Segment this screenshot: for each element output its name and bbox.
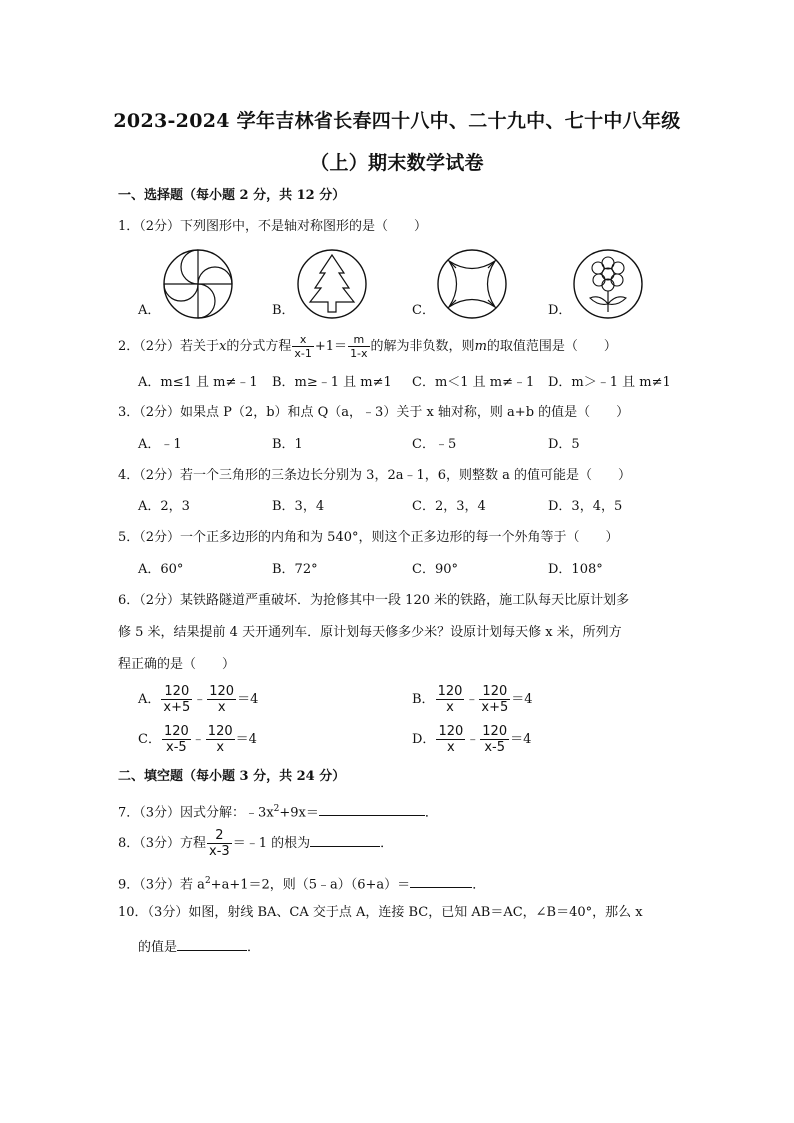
q6-b-minus: ﹣ bbox=[465, 692, 479, 707]
q5-option-c[interactable]: C．90° bbox=[412, 562, 458, 577]
q2-f1-denominator: x-1 bbox=[294, 347, 312, 360]
q5-option-b[interactable]: B．72° bbox=[272, 562, 318, 577]
q2-text-post: 的解为非负数，则 bbox=[370, 339, 475, 354]
q9-text-end: ． bbox=[472, 877, 486, 893]
q6-b-frac2 bbox=[479, 684, 510, 715]
q6-a-tail: ＝4 bbox=[237, 692, 259, 707]
q8-text-post: ＝﹣1 的根为 bbox=[232, 836, 311, 851]
q8-text-end: ． bbox=[380, 836, 394, 851]
q6-d-label: D． bbox=[412, 732, 436, 747]
q2-option-d[interactable]: D．m＞﹣1 且 m≠1 bbox=[548, 375, 671, 390]
q2-f1-numerator: x bbox=[299, 333, 307, 346]
q2-f2-numerator: m bbox=[353, 333, 365, 346]
question-2-stem bbox=[118, 333, 617, 361]
q3-option-b[interactable]: B．1 bbox=[272, 437, 303, 452]
q7-text-post: +9x＝ bbox=[279, 805, 319, 821]
q6-c-frac1-num: 120 bbox=[163, 724, 189, 739]
section-choice-heading: 一、选择题（每小题 2 分，共 12 分） bbox=[118, 188, 346, 203]
q2-f2-denominator: 1-x bbox=[350, 347, 368, 360]
question-6-line2: 修 5 米，结果提前 4 天开通列车．原计划每天修多少米？设原计划每天修 x 米，所列方 bbox=[118, 625, 622, 640]
q6-c-frac2-den: x bbox=[206, 739, 235, 755]
q6-d-frac1 bbox=[436, 724, 465, 755]
q8-fraction-num: 2 bbox=[215, 828, 224, 843]
q5-option-a[interactable]: A．60° bbox=[138, 562, 184, 577]
q8-answer-blank[interactable] bbox=[310, 833, 380, 847]
q2-fraction-1 bbox=[292, 333, 313, 360]
q9-answer-blank[interactable] bbox=[410, 874, 472, 888]
q6-a-minus: ﹣ bbox=[193, 692, 207, 707]
q6-c-frac2-num: 120 bbox=[207, 724, 233, 739]
q6-a-frac2-den: x bbox=[207, 699, 236, 715]
q6-d-frac2-num: 120 bbox=[482, 724, 508, 739]
q8-text-pre: 8．（3分）方程 bbox=[118, 836, 207, 851]
q8-fraction-den: x-3 bbox=[209, 844, 230, 859]
q6-b-frac2-num: 120 bbox=[482, 684, 508, 699]
q6-c-frac2 bbox=[206, 724, 235, 755]
q6-b-tail: ＝4 bbox=[511, 692, 533, 707]
question-1-stem: 1．（2分）下列图形中，不是轴对称图形的是（ ） bbox=[118, 219, 428, 234]
q10-text-end: ． bbox=[247, 940, 261, 955]
q6-d-frac1-num: 120 bbox=[438, 724, 464, 739]
q6-c-frac1-den: x-5 bbox=[162, 739, 191, 755]
q6-b-frac1-den: x bbox=[436, 699, 465, 715]
q9-superscript: 2 bbox=[204, 876, 211, 886]
q7-text-end: ． bbox=[424, 805, 438, 821]
page-title-line1: 2023-2024 学年吉林省长春四十八中、二十九中、七十中八年级 bbox=[113, 110, 681, 132]
q4-option-a[interactable]: A．2，3 bbox=[138, 499, 190, 514]
q6-d-frac1-den: x bbox=[436, 739, 465, 755]
q9-text-post: +a+1＝2，则（5﹣a）（6+a）＝ bbox=[210, 877, 411, 893]
pinwheel-circle-figure bbox=[160, 246, 236, 322]
q1-option-a-label[interactable]: A． bbox=[138, 303, 161, 318]
q7-text-pre: 7．（3分）因式分解：﹣3x bbox=[118, 805, 274, 821]
q10-text-pre: 的值是 bbox=[138, 940, 178, 955]
q6-c-minus: ﹣ bbox=[191, 732, 205, 747]
q8-fraction bbox=[207, 828, 232, 859]
q6-b-frac1-num: 120 bbox=[437, 684, 463, 699]
question-9 bbox=[118, 872, 485, 894]
q6-option-d[interactable] bbox=[412, 724, 531, 755]
question-6-line1: 6．（2分）某铁路隧道严重破坏．为抢修其中一段 120 米的铁路，施工队每天比原计划多 bbox=[118, 593, 630, 608]
question-10-line1: 10．（3分）如图，射线 BA、CA 交于点 A，连接 BC，已知 AB＝AC，∠B＝40°，那么 x bbox=[118, 905, 643, 920]
q7-superscript: 2 bbox=[273, 804, 280, 814]
q2-var-x: x bbox=[219, 339, 227, 354]
q4-option-d[interactable]: D．3，4，5 bbox=[548, 499, 623, 514]
q2-option-a[interactable]: A．m≤1 且 m≠﹣1 bbox=[138, 375, 258, 390]
q6-b-label: B． bbox=[412, 692, 435, 707]
q6-a-label: A． bbox=[138, 692, 161, 707]
q2-var-m: m bbox=[474, 339, 487, 354]
q1-option-b-label[interactable]: B． bbox=[272, 303, 295, 318]
q6-option-a[interactable] bbox=[138, 684, 258, 715]
q7-answer-blank[interactable] bbox=[319, 802, 425, 816]
page-title-line2: （上）期末数学试卷 bbox=[310, 152, 484, 174]
q6-a-frac2 bbox=[207, 684, 236, 715]
q3-option-a[interactable]: A．﹣1 bbox=[138, 437, 182, 452]
q4-option-c[interactable]: C．2，3，4 bbox=[412, 499, 486, 514]
section-fill-heading: 二、填空题（每小题 3 分，共 24 分） bbox=[118, 769, 346, 784]
q2-text-pre: 2．（2分）若关于 bbox=[118, 339, 220, 354]
q9-text-pre: 9．（3分）若 a bbox=[118, 877, 205, 893]
q6-a-frac2-num: 120 bbox=[209, 684, 235, 699]
question-6-line3: 程正确的是（ ） bbox=[118, 657, 236, 672]
question-7 bbox=[118, 800, 438, 822]
q6-a-frac1-num: 120 bbox=[164, 684, 190, 699]
q6-c-label: C． bbox=[138, 732, 161, 747]
q2-option-c[interactable]: C．m＜1 且 m≠﹣1 bbox=[412, 375, 535, 390]
flower-circle-figure bbox=[570, 246, 646, 322]
q6-b-frac1 bbox=[436, 684, 465, 715]
q6-d-tail: ＝4 bbox=[510, 732, 532, 747]
q2-text-plus: +1＝ bbox=[314, 339, 348, 354]
q2-option-b[interactable]: B．m≥﹣1 且 m≠1 bbox=[272, 375, 392, 390]
q10-answer-blank[interactable] bbox=[177, 937, 247, 951]
q2-text-mid: 的分式方程 bbox=[226, 339, 292, 354]
q6-option-c[interactable] bbox=[138, 724, 257, 755]
q2-text-end: 的取值范围是（ ） bbox=[486, 339, 617, 354]
concave-square-circle-figure bbox=[434, 246, 510, 322]
tree-circle-figure bbox=[294, 246, 370, 322]
q6-b-frac2-den: x+5 bbox=[481, 700, 509, 715]
question-3-stem: 3．（2分）如果点 P（2，b）和点 Q（a，﹣3）关于 x 轴对称，则 a+b 的值是（ ） bbox=[118, 405, 630, 420]
q6-a-frac1 bbox=[161, 684, 192, 715]
q4-option-b[interactable]: B．3，4 bbox=[272, 499, 325, 514]
q1-option-c-label[interactable]: C． bbox=[412, 303, 435, 318]
q6-d-frac2 bbox=[480, 724, 509, 755]
q6-d-frac2-den: x-5 bbox=[480, 739, 509, 755]
q6-c-tail: ＝4 bbox=[235, 732, 257, 747]
q1-option-d-label[interactable]: D． bbox=[548, 303, 572, 318]
question-8 bbox=[118, 828, 393, 859]
q3-option-c[interactable]: C．﹣5 bbox=[412, 437, 457, 452]
q5-option-d[interactable]: D．108° bbox=[548, 562, 603, 577]
q6-c-frac1 bbox=[162, 724, 191, 755]
q2-fraction-2 bbox=[348, 333, 369, 360]
q6-a-frac1-den: x+5 bbox=[163, 700, 191, 715]
question-4-stem: 4．（2分）若一个三角形的三条边长分别为 3，2a﹣1，6，则整数 a 的值可能是（ ） bbox=[118, 468, 632, 483]
q6-d-minus: ﹣ bbox=[466, 732, 480, 747]
q3-option-d[interactable]: D．5 bbox=[548, 437, 580, 452]
question-5-stem: 5．（2分）一个正多边形的内角和为 540°，则这个正多边形的每一个外角等于（ ） bbox=[118, 530, 619, 545]
q6-option-b[interactable] bbox=[412, 684, 533, 715]
question-10-line2 bbox=[138, 937, 260, 957]
